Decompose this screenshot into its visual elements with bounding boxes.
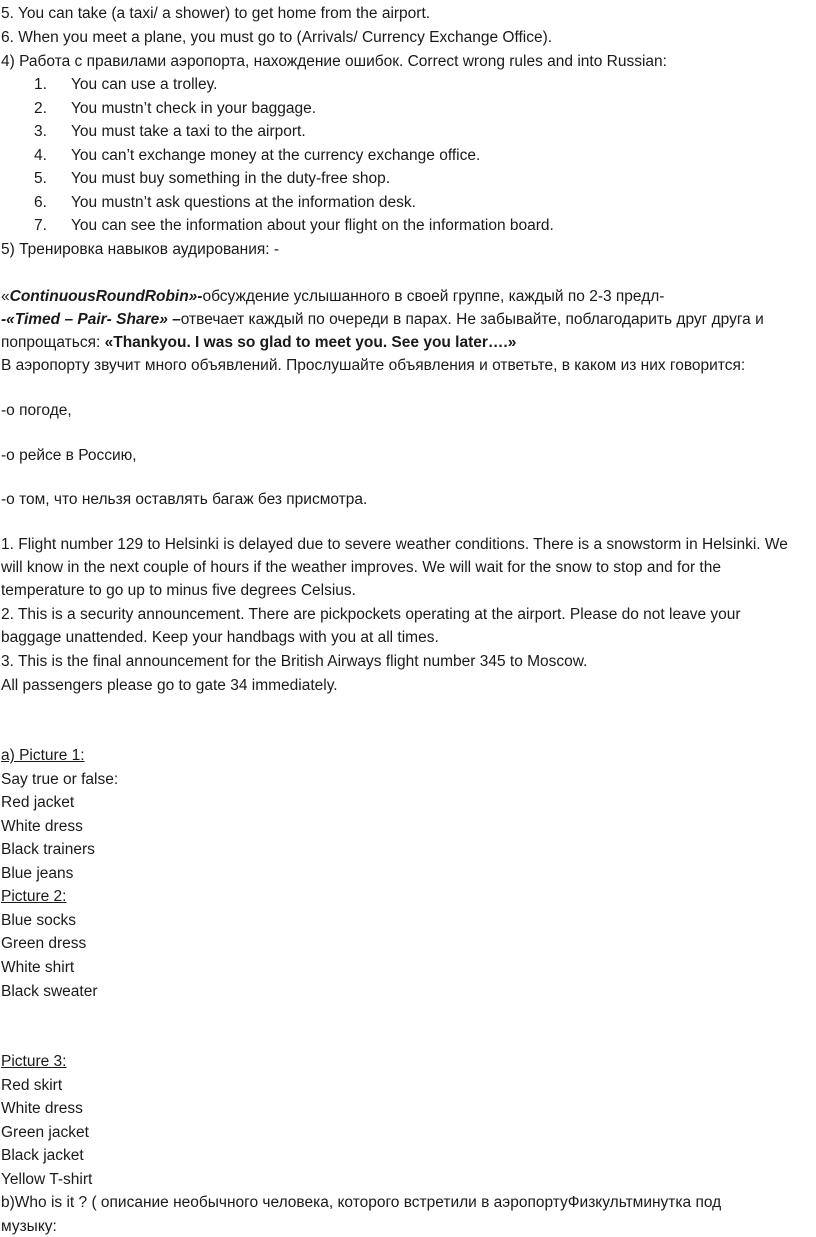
topic-item: -о погоде,	[1, 402, 72, 419]
rule-text: You mustn’t ask questions at the information desk.	[71, 194, 416, 211]
timed-pair-share-name: -«Timed – Pair- Share» –	[1, 311, 181, 328]
true-false-instruction: Say true or false:	[1, 771, 119, 788]
airport-intro: В аэропорту звучит много объявлений. Прослушайте объявления и ответьте, в каком из них говорится:	[1, 357, 746, 374]
farewell-lead: попрощаться:	[1, 334, 105, 351]
clothing-item: Green dress	[1, 935, 87, 952]
timed-pair-share-line	[1, 310, 764, 330]
announcement-line: temperature to go up to minus five degrees Celsius.	[1, 582, 356, 599]
picture-2-title: Picture 2:	[1, 888, 67, 905]
timed-pair-share-text: отвечает каждый по очереди в парах. Не забывайте, поблагодарить друг друга и	[180, 311, 764, 328]
topic-item: -о рейсе в Россию,	[1, 447, 137, 464]
announcement-line: 1. Flight number 129 to Helsinki is delayed due to severe weather conditions. There is a snowstorm in Helsinki. We	[1, 536, 788, 553]
topic-item: -о том, что нельзя оставлять багаж без присмотра.	[1, 491, 368, 508]
announcement-line: 2. This is a security announcement. There are pickpockets operating at the airport. Please do not leave your	[1, 606, 741, 623]
clothing-item: Blue jeans	[1, 865, 74, 882]
clothing-item: White dress	[1, 818, 83, 835]
clothing-item: Green jacket	[1, 1124, 89, 1141]
clothing-item: Red skirt	[1, 1077, 63, 1094]
farewell-line	[1, 333, 516, 353]
rule-text: You can’t exchange money at the currency exchange office.	[71, 147, 481, 164]
picture-1-title: a) Picture 1:	[1, 747, 85, 764]
rule-number: 5.	[34, 170, 47, 187]
rule-number: 2.	[34, 100, 47, 117]
clothing-item: Black sweater	[1, 983, 98, 1000]
announcement-line: will know in the next couple of hours if the weather improves. We will wait for the snow to stop and for the	[1, 559, 721, 576]
rule-number: 7.	[34, 217, 47, 234]
round-robin-line	[1, 287, 664, 307]
rule-number: 1.	[34, 76, 47, 93]
who-is-it-line: b)Who is it ? ( описание необычного человека, которого встретили в аэропортуФизкультминутка под	[1, 1194, 722, 1211]
clothing-item: White shirt	[1, 959, 75, 976]
rule-text: You can use a trolley.	[71, 76, 218, 93]
clothing-item: White dress	[1, 1100, 83, 1117]
who-is-it-line: музыку:	[1, 1218, 57, 1235]
exercise-line-5: 5. You can take (a taxi/ a shower) to get home from the airport.	[1, 5, 431, 22]
rule-text: You must buy something in the duty-free shop.	[71, 170, 391, 187]
rule-text: You mustn’t check in your baggage.	[71, 100, 317, 117]
announcement-line: All passengers please go to gate 34 immediately.	[1, 677, 338, 694]
rule-number: 4.	[34, 147, 47, 164]
rule-text: You must take a taxi to the airport.	[71, 123, 306, 140]
picture-3-title: Picture 3:	[1, 1053, 67, 1070]
clothing-item: Yellow T-shirt	[1, 1171, 93, 1188]
rule-number: 6.	[34, 194, 47, 211]
clothing-item: Black jacket	[1, 1147, 84, 1164]
task-4-heading: 4) Работа с правилами аэропорта, нахождение ошибок. Correct wrong rules and into Russian:	[1, 53, 667, 70]
announcement-line: baggage unattended. Keep your handbags with you at all times.	[1, 629, 439, 646]
quote-mark: «	[1, 288, 10, 305]
round-robin-text: обсуждение услышанного в своей группе, каждый по 2-3 предл-	[202, 288, 665, 305]
task-5-heading: 5) Тренировка навыков аудирования: -	[1, 241, 280, 258]
announcement-line: 3. This is the final announcement for the British Airways flight number 345 to Moscow.	[1, 653, 588, 670]
clothing-item: Black trainers	[1, 841, 95, 858]
farewell-phrase: «Thankyou. I was so glad to meet you. See you later….»	[104, 334, 517, 351]
clothing-item: Blue socks	[1, 912, 76, 929]
clothing-item: Red jacket	[1, 794, 75, 811]
rule-number: 3.	[34, 123, 47, 140]
round-robin-name: ContinuousRoundRobin»-	[9, 288, 203, 305]
rule-text: You can see the information about your flight on the information board.	[71, 217, 554, 234]
exercise-line-6: 6. When you meet a plane, you must go to (Arrivals/ Currency Exchange Office).	[1, 29, 553, 46]
